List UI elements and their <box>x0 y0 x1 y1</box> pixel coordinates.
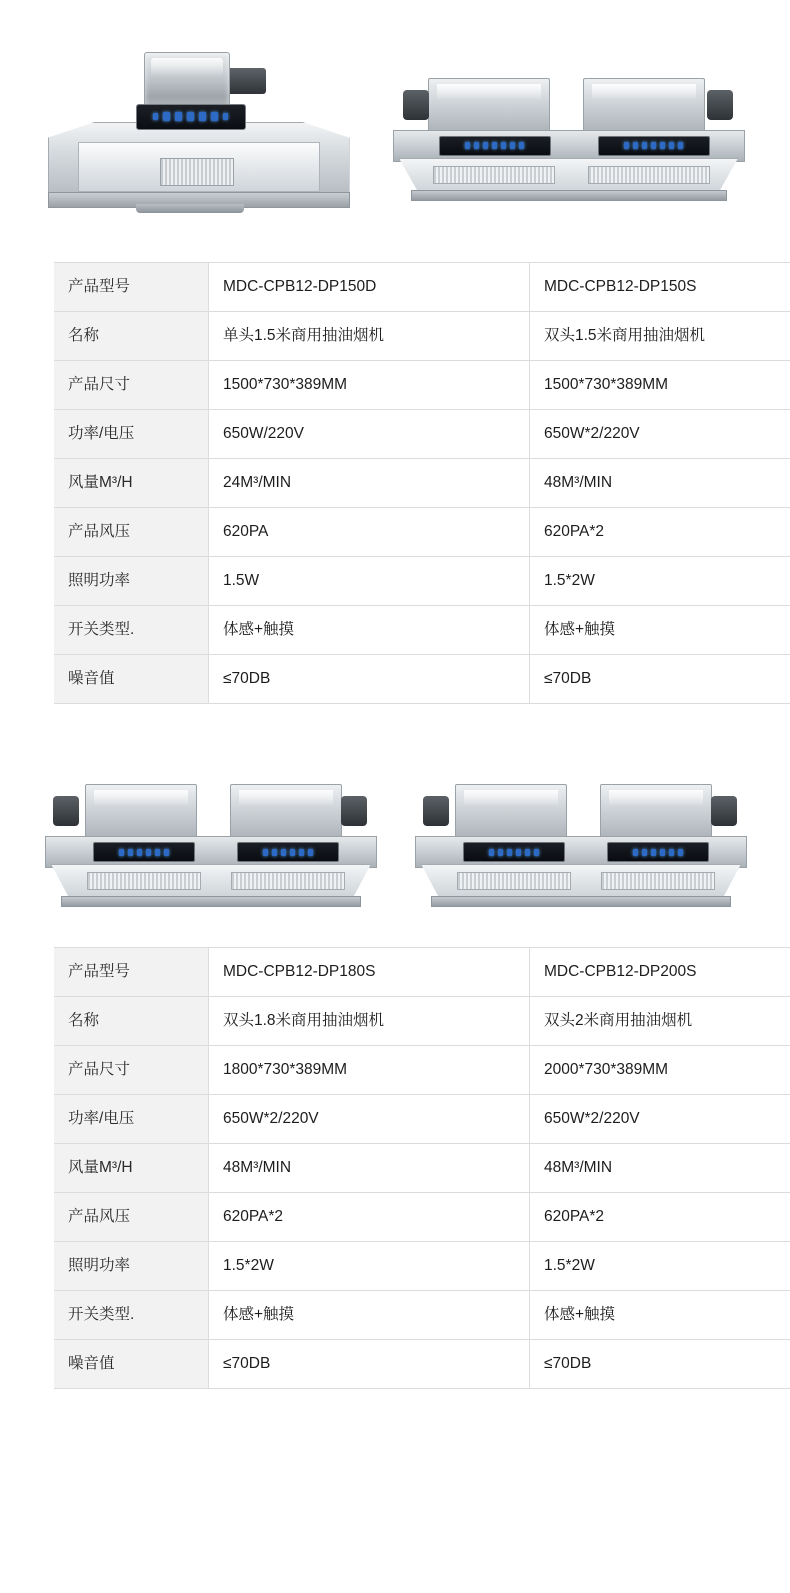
row-label: 功率/电压 <box>54 1095 209 1144</box>
hood-filter-grille-left <box>433 166 555 184</box>
table-row <box>54 1242 790 1291</box>
control-indicator-icon <box>187 112 194 121</box>
table-row <box>54 655 790 704</box>
table-row <box>54 1340 790 1389</box>
row-value-col2: MDC-CPB12-DP150S <box>530 263 790 312</box>
row-value-col1: 620PA*2 <box>209 1193 530 1242</box>
control-indicator-icon <box>489 849 494 856</box>
row-value-col2: 650W*2/220V <box>530 1095 790 1144</box>
control-indicator-icon <box>633 142 638 149</box>
control-indicator-icon <box>137 849 142 856</box>
control-indicator-icon <box>519 142 524 149</box>
control-indicator-icon <box>669 142 674 149</box>
control-indicator-icon <box>163 112 170 121</box>
row-value-col1: 体感+触摸 <box>209 606 530 655</box>
control-indicator-icon <box>678 142 683 149</box>
control-indicator-icon <box>474 142 479 149</box>
table-row <box>54 1144 790 1193</box>
row-value-col2: 620PA*2 <box>530 508 790 557</box>
control-indicator-icon <box>465 142 470 149</box>
row-value-col1: 620PA <box>209 508 530 557</box>
row-label: 名称 <box>54 997 209 1046</box>
hood-control-panel-left <box>463 842 565 862</box>
product-image-double-head-hood <box>393 66 743 211</box>
control-indicator-icon <box>669 849 674 856</box>
product-image-row-2 <box>25 742 765 947</box>
hood-filter-grille-left <box>457 872 571 890</box>
hood-chimney-right <box>230 784 342 842</box>
hood-control-panel-left <box>439 136 551 156</box>
hood-chimney-right <box>583 78 705 136</box>
control-indicator-icon <box>651 142 656 149</box>
hood-filter-grille-right <box>601 872 715 890</box>
row-value-col2: 48M³/MIN <box>530 459 790 508</box>
hood-motor-right <box>341 796 367 826</box>
row-value-col1: 体感+触摸 <box>209 1291 530 1340</box>
row-label: 产品尺寸 <box>54 361 209 410</box>
row-label: 噪音值 <box>54 655 209 704</box>
hood-base <box>431 896 731 907</box>
hood-filter-grille-right <box>231 872 345 890</box>
control-indicator-icon <box>660 142 665 149</box>
row-value-col1: 48M³/MIN <box>209 1144 530 1193</box>
control-indicator-icon <box>281 849 286 856</box>
product-image-single-head-hood <box>48 46 348 231</box>
row-label: 产品型号 <box>54 948 209 997</box>
row-value-col1: 1500*730*389MM <box>209 361 530 410</box>
hood-motor-right <box>707 90 733 120</box>
row-value-col2: 1.5*2W <box>530 557 790 606</box>
table-row <box>54 1095 790 1144</box>
control-indicator-icon <box>263 849 268 856</box>
row-value-col1: ≤70DB <box>209 655 530 704</box>
row-value-col2: 1500*730*389MM <box>530 361 790 410</box>
control-indicator-icon <box>308 849 313 856</box>
hood-control-panel <box>136 104 246 130</box>
row-value-col1: 24M³/MIN <box>209 459 530 508</box>
spec-table-2 <box>54 947 790 1389</box>
block-separator <box>0 710 790 732</box>
row-value-col2: 1.5*2W <box>530 1242 790 1291</box>
hood-motor-left <box>403 90 429 120</box>
hood-filter-grille <box>160 158 234 186</box>
row-value-col1: 单头1.5米商用抽油烟机 <box>209 312 530 361</box>
row-value-col1: 1.5W <box>209 557 530 606</box>
row-label: 风量M³/H <box>54 459 209 508</box>
control-indicator-icon <box>501 142 506 149</box>
spec-table-wrapper-1 <box>25 262 765 710</box>
hood-duct <box>226 68 266 94</box>
row-value-col2: ≤70DB <box>530 1340 790 1389</box>
table-row <box>54 1046 790 1095</box>
row-value-col2: 双头1.5米商用抽油烟机 <box>530 312 790 361</box>
control-indicator-icon <box>642 142 647 149</box>
row-label: 产品尺寸 <box>54 1046 209 1095</box>
row-value-col1: ≤70DB <box>209 1340 530 1389</box>
hood-control-panel-left <box>93 842 195 862</box>
spec-table-1 <box>54 262 790 704</box>
row-value-col1: 650W/220V <box>209 410 530 459</box>
product-image-double-head-hood-180 <box>45 772 375 917</box>
row-value-col1: 650W*2/220V <box>209 1095 530 1144</box>
product-image-double-head-hood-200 <box>415 772 745 917</box>
control-indicator-icon <box>525 849 530 856</box>
row-label: 产品风压 <box>54 508 209 557</box>
control-indicator-icon <box>290 849 295 856</box>
row-value-col1: MDC-CPB12-DP180S <box>209 948 530 997</box>
control-indicator-icon <box>483 142 488 149</box>
row-value-col1: 1.5*2W <box>209 1242 530 1291</box>
row-value-col2: 650W*2/220V <box>530 410 790 459</box>
spec-block-1 <box>25 0 765 710</box>
table-row <box>54 361 790 410</box>
row-value-col2: 体感+触摸 <box>530 1291 790 1340</box>
row-label: 照明功率 <box>54 1242 209 1291</box>
table-row <box>54 312 790 361</box>
control-indicator-icon <box>516 849 521 856</box>
control-indicator-icon <box>128 849 133 856</box>
row-label: 照明功率 <box>54 557 209 606</box>
control-indicator-icon <box>223 113 228 120</box>
row-label: 开关类型. <box>54 1291 209 1340</box>
table-row <box>54 508 790 557</box>
control-indicator-icon <box>492 142 497 149</box>
control-indicator-icon <box>164 849 169 856</box>
hood-filter-grille-right <box>588 166 710 184</box>
control-indicator-icon <box>660 849 665 856</box>
row-value-col2: MDC-CPB12-DP200S <box>530 948 790 997</box>
hood-chimney-left <box>455 784 567 842</box>
control-indicator-icon <box>534 849 539 856</box>
table-row <box>54 606 790 655</box>
control-indicator-icon <box>498 849 503 856</box>
table-row <box>54 1193 790 1242</box>
hood-chimney-left <box>428 78 550 136</box>
control-indicator-icon <box>678 849 683 856</box>
row-label: 开关类型. <box>54 606 209 655</box>
table-row <box>54 557 790 606</box>
row-value-col2: 620PA*2 <box>530 1193 790 1242</box>
hood-motor-right <box>711 796 737 826</box>
control-indicator-icon <box>507 849 512 856</box>
row-value-col1: 双头1.8米商用抽油烟机 <box>209 997 530 1046</box>
hood-chimney-right <box>600 784 712 842</box>
hood-base <box>411 190 727 201</box>
row-value-col1: 1800*730*389MM <box>209 1046 530 1095</box>
hood-lip <box>136 204 244 213</box>
product-image-row-1 <box>25 14 765 262</box>
control-indicator-icon <box>510 142 515 149</box>
control-indicator-icon <box>633 849 638 856</box>
row-label: 风量M³/H <box>54 1144 209 1193</box>
hood-motor-left <box>53 796 79 826</box>
hood-control-panel-right <box>607 842 709 862</box>
row-value-col2: 双头2米商用抽油烟机 <box>530 997 790 1046</box>
hood-chimney-left <box>85 784 197 842</box>
row-value-col2: 2000*730*389MM <box>530 1046 790 1095</box>
table-row <box>54 997 790 1046</box>
hood-base <box>61 896 361 907</box>
control-indicator-icon <box>155 849 160 856</box>
row-label: 噪音值 <box>54 1340 209 1389</box>
table-row <box>54 459 790 508</box>
hood-control-panel-right <box>598 136 710 156</box>
control-indicator-icon <box>299 849 304 856</box>
table-row <box>54 410 790 459</box>
hood-motor-left <box>423 796 449 826</box>
row-value-col1: MDC-CPB12-DP150D <box>209 263 530 312</box>
control-indicator-icon <box>211 112 218 121</box>
control-indicator-icon <box>199 112 206 121</box>
control-indicator-icon <box>175 112 182 121</box>
row-label: 产品型号 <box>54 263 209 312</box>
row-label: 名称 <box>54 312 209 361</box>
spec-block-2 <box>25 732 765 1395</box>
row-label: 产品风压 <box>54 1193 209 1242</box>
control-indicator-icon <box>153 113 158 120</box>
row-label: 功率/电压 <box>54 410 209 459</box>
row-value-col2: 体感+触摸 <box>530 606 790 655</box>
control-indicator-icon <box>651 849 656 856</box>
control-indicator-icon <box>642 849 647 856</box>
table-row <box>54 1291 790 1340</box>
table-row <box>54 263 790 312</box>
control-indicator-icon <box>624 142 629 149</box>
hood-filter-grille-left <box>87 872 201 890</box>
row-value-col2: 48M³/MIN <box>530 1144 790 1193</box>
control-indicator-icon <box>119 849 124 856</box>
row-value-col2: ≤70DB <box>530 655 790 704</box>
control-indicator-icon <box>272 849 277 856</box>
control-indicator-icon <box>146 849 151 856</box>
hood-control-panel-right <box>237 842 339 862</box>
table-row <box>54 948 790 997</box>
spec-table-wrapper-2 <box>25 947 765 1395</box>
